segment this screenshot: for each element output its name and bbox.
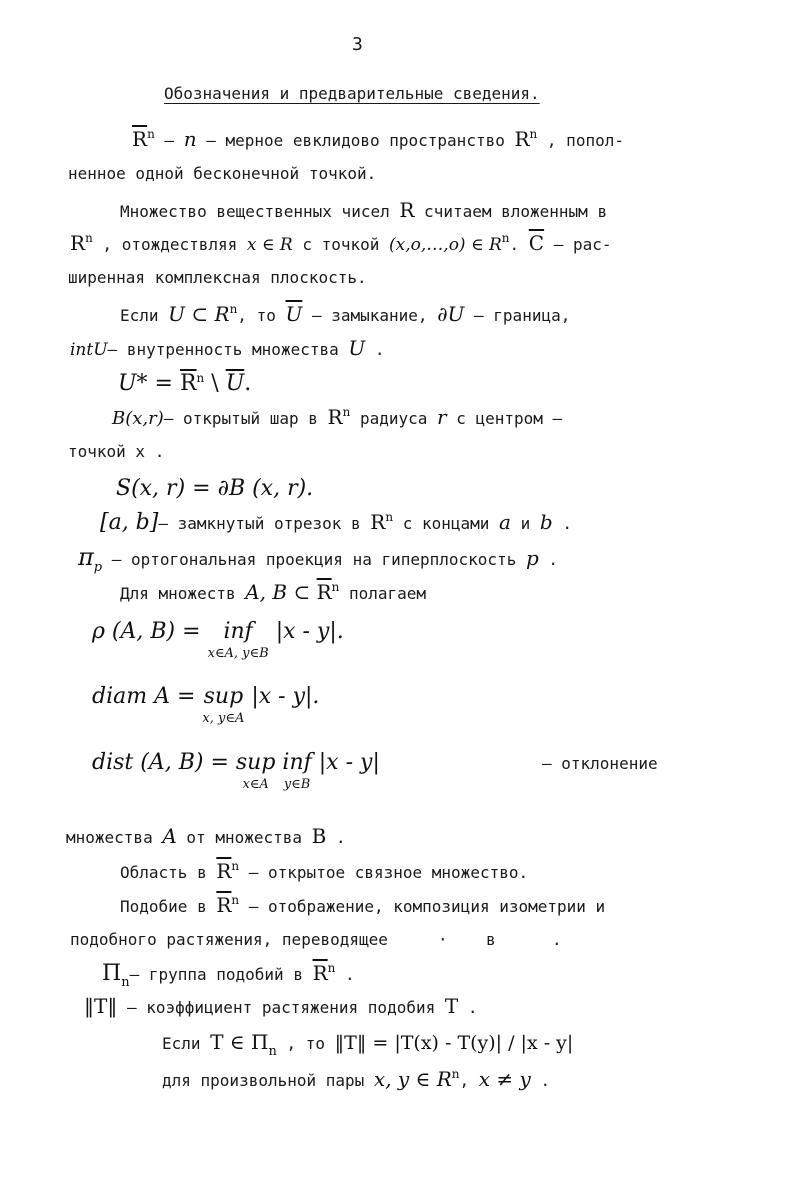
text-span: .	[530, 1071, 551, 1090]
math-symbol: R	[399, 198, 415, 222]
text-line-7	[70, 338, 385, 359]
math-expression: intU	[70, 340, 108, 360]
math-symbol: $\overline{U}$	[285, 302, 303, 326]
math-symbol: R	[327, 405, 343, 429]
math-symbol: n	[268, 1044, 277, 1059]
text-span: – мерное евклидово пространство	[196, 131, 515, 150]
math-symbol: a	[499, 510, 511, 534]
math-symbol: R	[370, 510, 386, 534]
text-line-15	[66, 826, 346, 846]
text-span: .	[552, 514, 572, 533]
text-line-6	[120, 303, 570, 324]
text-span: Для множеств	[120, 584, 246, 603]
math-symbol: B	[311, 824, 327, 848]
math-symbol: n	[331, 580, 340, 594]
math-symbol: inf	[223, 619, 253, 644]
text-span: .	[326, 828, 346, 847]
text-line-19	[102, 962, 355, 989]
text-line-20	[84, 996, 477, 1016]
text-span: – открытый шар в	[163, 409, 328, 428]
math-expression: A, B ⊂	[245, 580, 317, 604]
math-symbol: n	[85, 231, 93, 245]
math-symbol: n	[501, 231, 510, 245]
text-line-14	[120, 581, 426, 602]
text-line-13	[78, 545, 558, 574]
text-line-12	[100, 511, 572, 534]
math-symbol: sup	[203, 684, 244, 709]
inf-operator	[282, 752, 311, 791]
math-symbol: $\overline{C}$	[528, 231, 545, 255]
math-symbol: n	[327, 961, 336, 975]
math-symbol: inf	[282, 750, 312, 775]
math-expression: ρ (A, B) =	[92, 619, 208, 644]
math-symbol: n	[231, 859, 240, 873]
text-span: в	[486, 930, 496, 949]
math-symbol: n	[183, 127, 197, 151]
formula-dist	[92, 752, 380, 791]
limit-subscript: y∈B	[283, 777, 311, 792]
math-symbol: π	[78, 543, 94, 571]
math-symbol: $\overline{R}$	[132, 127, 148, 151]
math-symbol: n	[451, 1067, 460, 1081]
text-span: ,	[459, 1071, 479, 1090]
math-expression: |x - y|	[311, 750, 380, 775]
text-line-3	[120, 200, 607, 220]
text-span: подобного растяжения, переводящее	[70, 930, 388, 949]
math-symbol: R	[70, 231, 86, 255]
text-span: – внутренность множества	[107, 340, 349, 359]
math-symbol: n	[229, 302, 238, 316]
math-symbol: p	[525, 546, 539, 570]
text-span: радиуса	[350, 409, 438, 428]
math-symbol: $\overline{R}$	[312, 961, 328, 985]
math-expression: diam A =	[92, 684, 203, 709]
inf-operator	[208, 621, 269, 660]
text-span: множества	[66, 828, 163, 847]
text-span: , отождествляя	[92, 235, 247, 254]
text-line-1	[132, 128, 624, 149]
text-span: полагаем	[339, 584, 427, 603]
math-symbol: sup	[235, 750, 276, 775]
math-symbol: $\overline{R}$	[216, 859, 232, 883]
text-line-18	[70, 932, 388, 948]
page-number: 3	[352, 34, 363, 55]
math-expression: x, y ∈ R	[373, 1067, 452, 1091]
text-span: от множества	[176, 828, 312, 847]
text-line-2: ненное одной бесконечной точкой.	[68, 164, 377, 183]
text-span: – рас-	[544, 235, 612, 254]
text-span: .	[335, 965, 355, 984]
text-span: Подобие в	[120, 897, 217, 916]
text-span: – коэффициент растяжения подобия	[117, 998, 445, 1017]
math-symbol: $\overline{R}$	[316, 580, 332, 604]
math-symbol: n	[342, 405, 351, 419]
math-expression: [a, b]	[100, 510, 159, 535]
math-symbol: T	[444, 994, 459, 1018]
text-span: с центром –	[446, 409, 563, 428]
math-symbol: .	[244, 371, 252, 396]
section-heading: Обозначения и предварительные сведения.	[164, 84, 540, 103]
math-expression: ∂U	[437, 302, 465, 326]
math-expression: dist (A, B) =	[92, 750, 236, 775]
text-line-10: точкой x .	[68, 442, 165, 461]
math-symbol: $\overline{R}$	[216, 893, 232, 917]
text-line-9	[112, 406, 562, 428]
text-line-22	[162, 1068, 550, 1089]
math-symbol: n	[529, 127, 538, 141]
text-span: – ортогональная проекция на гиперплоскость	[102, 550, 526, 569]
text-span: – замкнутый отрезок в	[158, 514, 371, 533]
math-symbol: ‖T‖	[84, 994, 118, 1018]
sup-operator	[202, 686, 244, 725]
text-line-17	[120, 894, 605, 915]
formula-diam	[92, 686, 319, 725]
limit-subscript: x∈A	[242, 777, 269, 792]
math-symbol: \	[204, 371, 226, 396]
text-line-16	[120, 860, 528, 881]
limit-subscript: x∈A, y∈B	[207, 646, 269, 661]
text-span: – замыкание,	[302, 306, 438, 325]
math-expression: x ≠ y	[478, 1067, 531, 1091]
formula-rho	[92, 621, 344, 660]
text-span: считаем вложенным в	[414, 202, 608, 221]
math-symbol: $\overline{R}$	[179, 371, 197, 396]
math-expression: T ∈ Π	[210, 1030, 269, 1054]
math-symbol: p	[93, 560, 103, 575]
text-span: Область в	[120, 863, 217, 882]
math-symbol: n	[196, 371, 205, 385]
text-span: и	[510, 514, 540, 533]
text-span: – группа подобий в	[129, 965, 313, 984]
math-symbol: r	[437, 405, 447, 429]
sup-operator	[236, 752, 276, 791]
math-symbol: n	[121, 975, 130, 990]
limit-subscript: x, y∈A	[202, 711, 245, 726]
text-span: .	[365, 340, 385, 359]
math-symbol: A	[162, 824, 177, 848]
text-span: .	[509, 235, 529, 254]
math-expression: U ⊂ R	[168, 302, 230, 326]
text-span: , попол-	[537, 131, 624, 150]
math-symbol: n	[385, 510, 394, 524]
text-span: .	[538, 550, 559, 569]
text-span: с концами	[393, 514, 500, 533]
math-expression: (x,o,…,o) ∈ R	[389, 235, 502, 255]
text-line-4	[70, 232, 612, 254]
math-expression: |x - y|.	[268, 619, 344, 644]
math-symbol: $\overline{U}$	[225, 371, 245, 396]
math-expression: U* =	[118, 371, 180, 396]
text-span: Множество вещественных чисел	[120, 202, 400, 221]
math-symbol: U	[348, 336, 366, 360]
text-span: –	[154, 131, 184, 150]
formula-sphere: S(x, r) = ∂B (x, r).	[116, 476, 314, 501]
math-expression: B(x,r)	[112, 408, 164, 429]
math-symbol: n	[147, 127, 155, 141]
text-span: , то	[237, 306, 286, 325]
text-span: – граница,	[464, 306, 571, 325]
math-expression: ‖T‖ = |T(x) - T(y)| / |x - y|	[334, 1032, 574, 1054]
text-line-21	[162, 1032, 573, 1058]
math-symbol: R	[514, 127, 530, 151]
text-span: с точкой	[292, 235, 390, 254]
math-symbol: Π	[102, 961, 122, 986]
math-expression: x ∈ R	[246, 235, 293, 255]
text-span: .	[458, 998, 478, 1017]
text-span: Если	[162, 1034, 211, 1053]
math-expression: |x - y|.	[244, 684, 320, 709]
text-dot: .	[552, 930, 562, 949]
text-dot: ·	[438, 930, 448, 949]
text-line-5: ширенная комплексная плоскость.	[68, 268, 367, 287]
text-span: – отображение, композиция изометрии и	[239, 897, 606, 916]
text-span: – открытое связное множество.	[239, 863, 529, 882]
text-span: для произвольной пары	[162, 1071, 374, 1090]
text-deviation: – отклонение	[542, 754, 658, 773]
formula-complement	[118, 372, 251, 395]
text-span: Если	[120, 306, 169, 325]
math-symbol: b	[539, 510, 553, 534]
text-span: , то	[276, 1034, 335, 1053]
math-symbol: n	[231, 893, 240, 907]
